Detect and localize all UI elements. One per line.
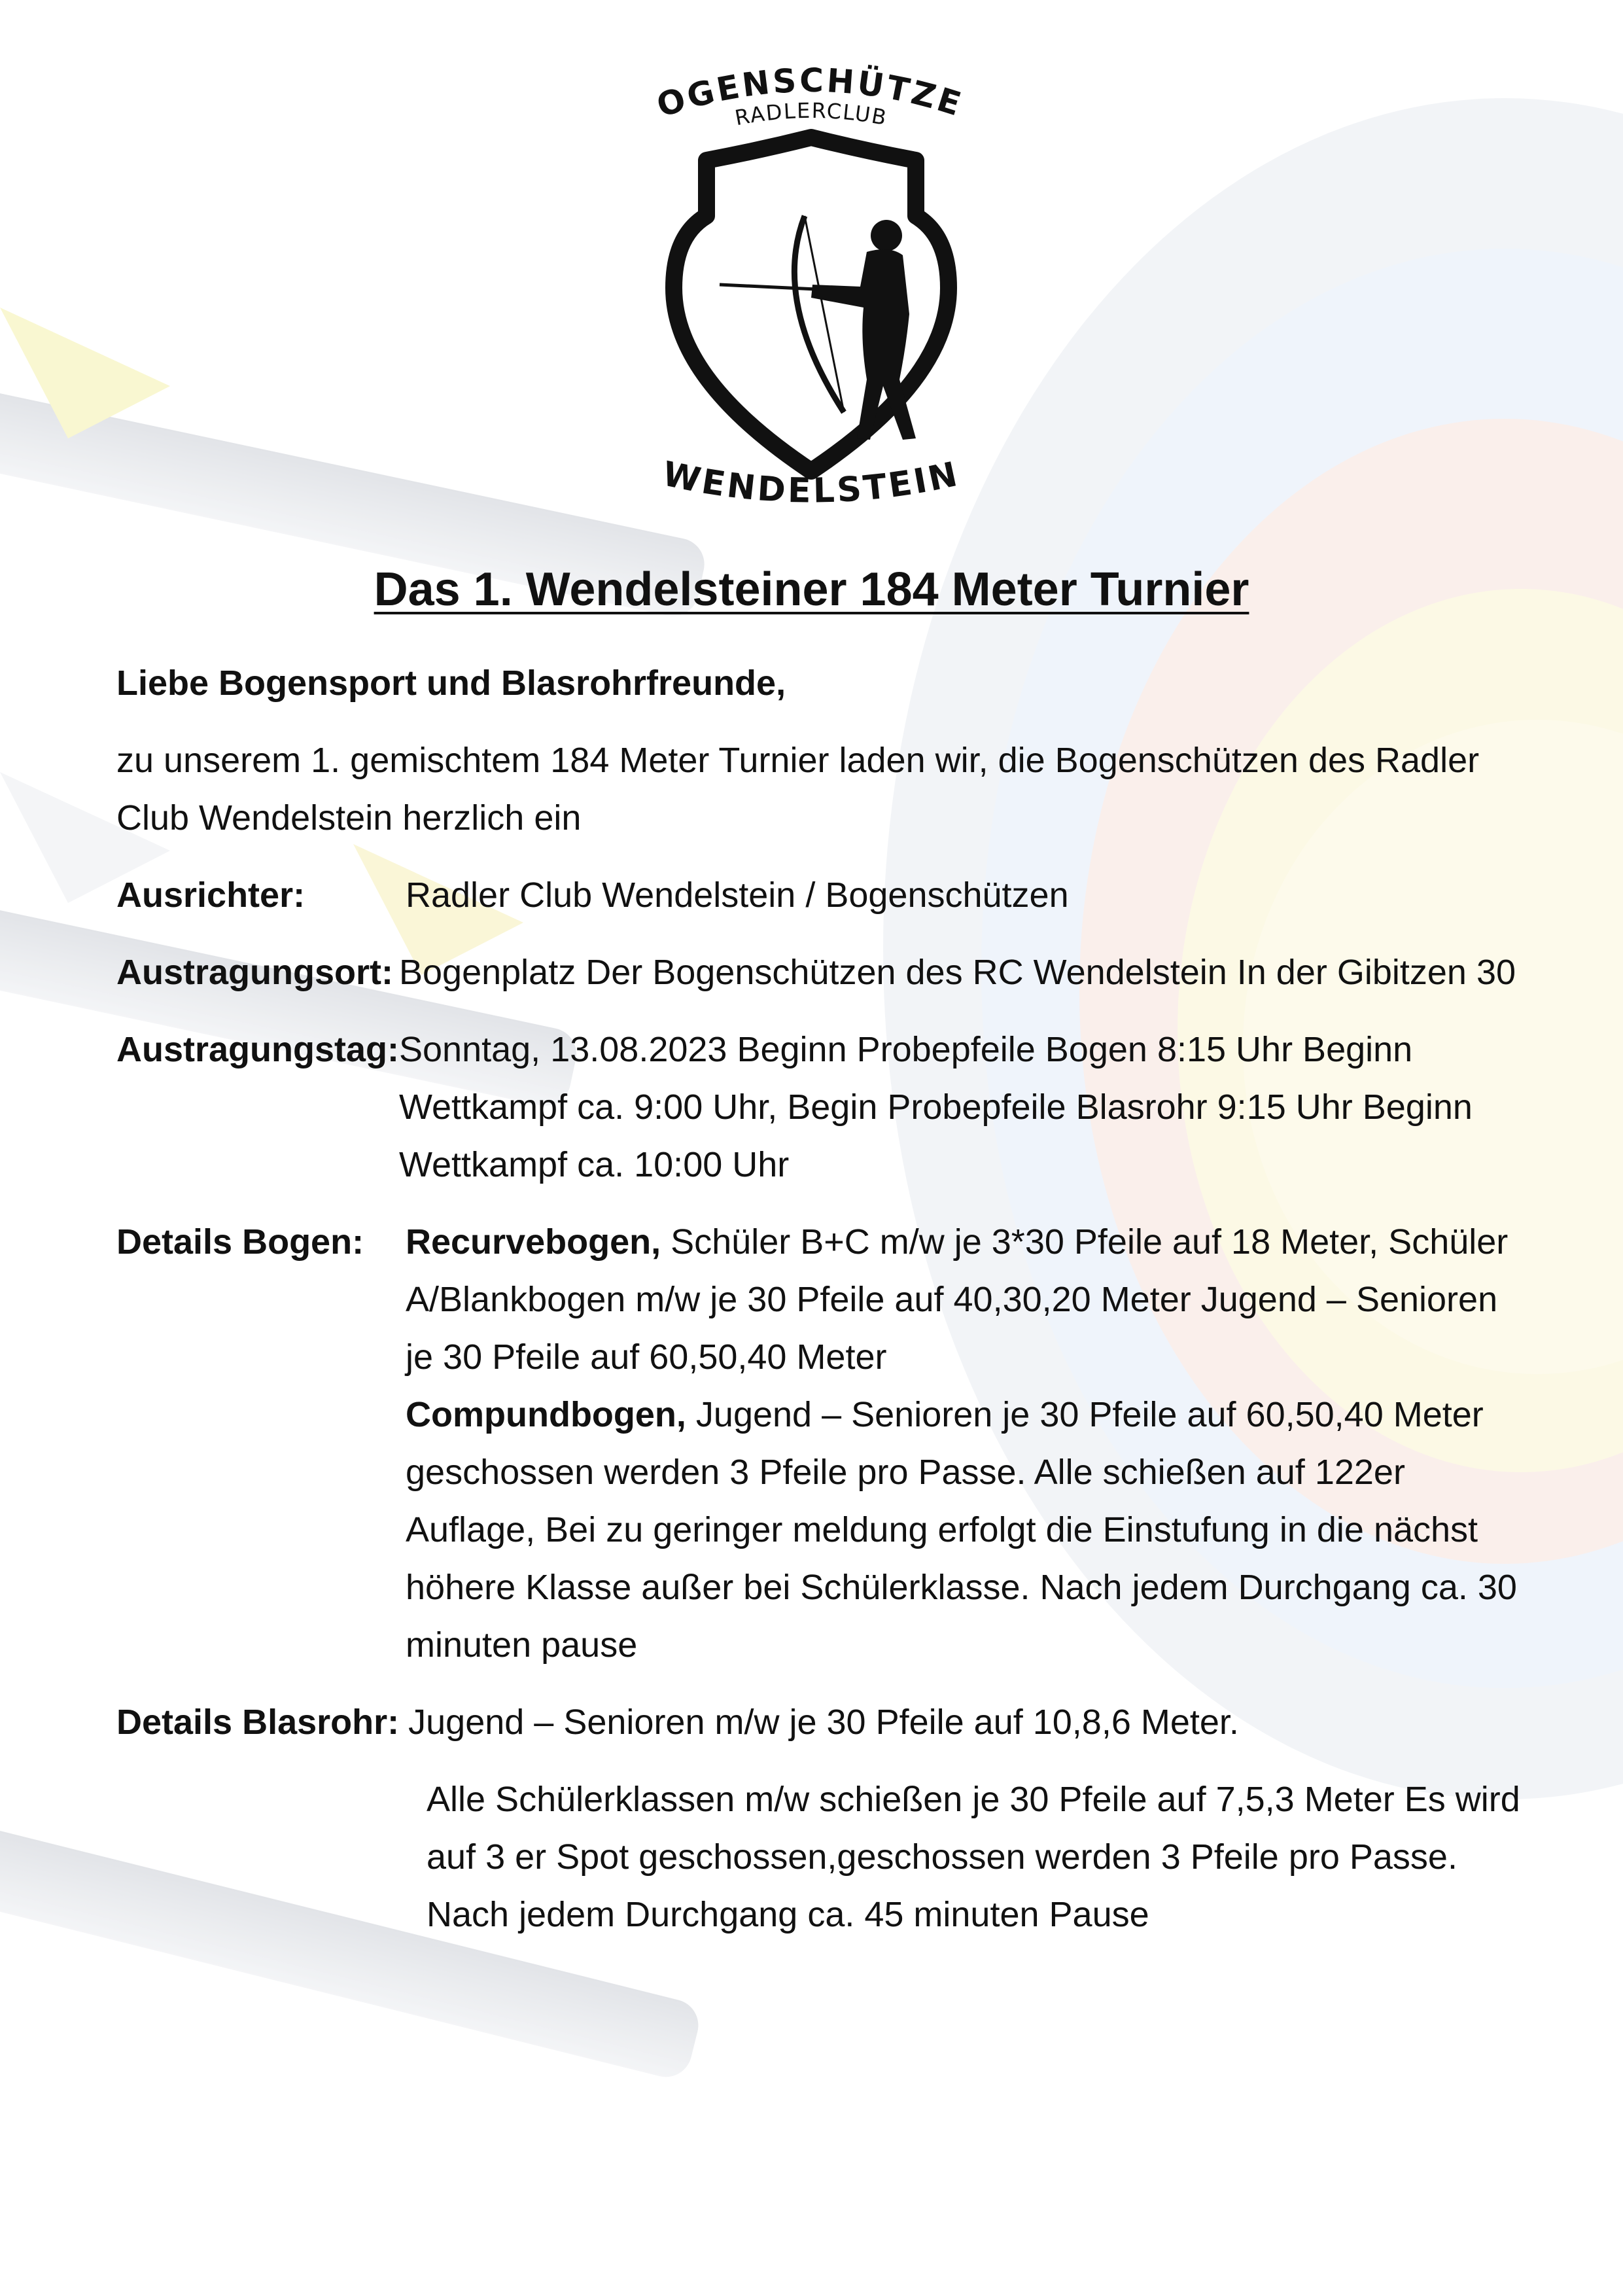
field-value [406,1213,1523,1674]
field-austragungsort [116,944,1523,1001]
field-value: Bogenplatz Der Bogenschützen des RC Wendelstein In der Gibitzen 30 [399,953,1516,992]
logo-top-text: OGENSCHÜTZE [652,61,968,125]
field-label: Austragungsort: [116,953,393,992]
club-logo [641,39,981,537]
field-value: Radler Club Wendelstein / Bogenschützen [406,875,1069,915]
club-logo-emblem [641,39,981,537]
field-label: Austragungstag: [116,1030,399,1069]
intro-paragraph: zu unserem 1. gemischtem 184 Meter Turnier laden wir, die Bogenschützen des Radler Club Wendelstein herzlich ein [116,741,1480,838]
page-title: Das 1. Wendelsteiner 184 Meter Turnier [374,563,1249,616]
logo-sub-text: RADLERCLUB [733,97,890,131]
field-details-blasrohr [116,1693,1523,1751]
field-label: Details Blasrohr: [116,1703,400,1742]
compound-text: Jugend – Senioren je 30 Pfeile auf 60,50,40 Meter geschossen werden 3 Pfeile pro Passe. Alle schießen auf 122er Auflage, Bei zu geringer meldung erfolgt die Einstufung in die nächst höhere Klasse außer bei Schülerklasse. Nach jedem Durchgang ca. 30 minuten pause [406,1395,1517,1665]
field-austragungstag [116,1021,1523,1193]
recurve-paragraph [406,1213,1523,1386]
logo-bottom-text: WENDELSTEIN [659,454,964,511]
recurve-label: Recurvebogen, [406,1222,661,1262]
greeting: Liebe Bogensport und Blasrohrfreunde, [116,663,786,703]
field-value: Jugend – Senioren m/w je 30 Pfeile auf 10,8,6 Meter. [408,1703,1239,1742]
field-ausrichter [116,866,1523,924]
compound-paragraph [406,1386,1523,1674]
blasrohr-extra-paragraph: Alle Schülerklassen m/w schießen je 30 Pfeile auf 7,5,3 Meter Es wird auf 3 er Spot geschossen,geschossen werden 3 Pfeile pro Passe. Nach jedem Durchgang ca. 45 minuten Pause [427,1780,1520,1934]
field-label: Ausrichter: [116,875,305,915]
recurve-text: Schüler B+C m/w je 3*30 Pfeile auf 18 Meter, Schüler A/Blankbogen m/w je 30 Pfeile auf 40,30,20 Meter Jugend – Senioren je 30 Pfeile auf 60,50,40 Meter [406,1222,1509,1377]
compound-label: Compundbogen, [406,1395,686,1434]
svg-text:RADLERCLUB [733,98,889,130]
field-value: Sonntag, 13.08.2023 Beginn Probepfeile Bogen 8:15 Uhr Beginn Wettkampf ca. 9:00 Uhr, Begin Probepfeile Blasrohr 9:15 Uhr Beginn Wettkampf ca. 10:00 Uhr [399,1030,1473,1184]
invitation-body [116,654,1523,1943]
field-label: Details Bogen: [116,1222,364,1262]
field-details-bogen [116,1213,1523,1674]
